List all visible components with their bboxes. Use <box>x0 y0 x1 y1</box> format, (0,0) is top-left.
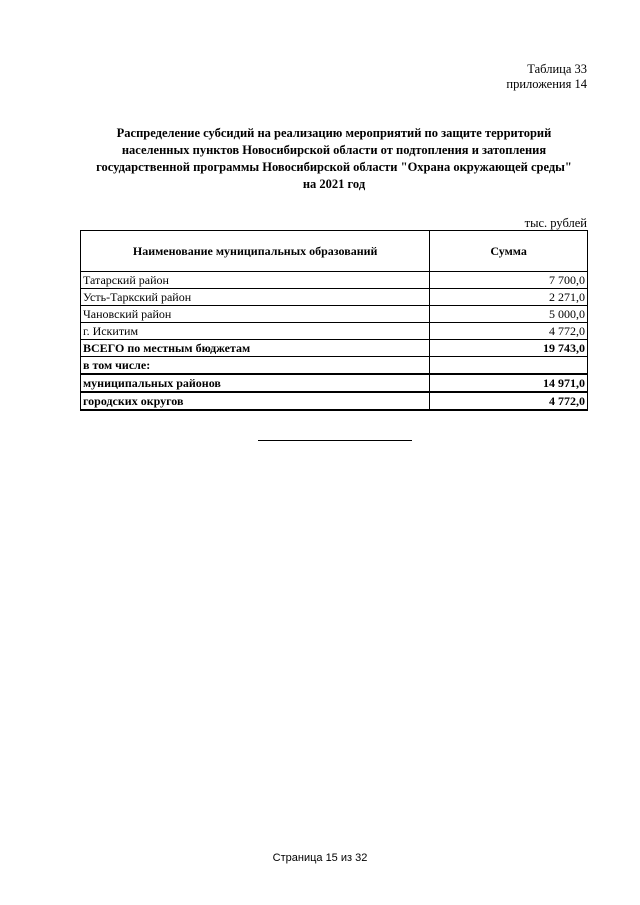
row-name: г. Искитим <box>81 323 430 340</box>
table-number: Таблица 33 <box>527 62 587 76</box>
table-reference <box>506 62 587 92</box>
row-name: Татарский район <box>81 272 430 289</box>
subheading-row <box>81 357 588 375</box>
table-row <box>81 374 588 392</box>
row-sum: 4 772,0 <box>430 392 588 410</box>
row-name: Усть-Таркский район <box>81 289 430 306</box>
title-line: Распределение субсидий на реализацию мероприятий по защите территорий <box>116 126 552 140</box>
units-label: тыс. рублей <box>524 216 587 230</box>
table-row <box>81 289 588 306</box>
row-sum <box>430 357 588 375</box>
row-name: в том числе: <box>81 357 430 375</box>
row-sum: 14 971,0 <box>430 374 588 392</box>
table-row <box>81 272 588 289</box>
row-name: Чановский район <box>81 306 430 323</box>
total-row <box>81 340 588 357</box>
title-line: населенных пунктов Новосибирской области от подтопления и затопления <box>121 143 547 157</box>
row-name: муниципальных районов <box>81 374 430 392</box>
row-sum: 2 271,0 <box>430 289 588 306</box>
row-name: городских округов <box>81 392 430 410</box>
appendix-label: приложения 14 <box>506 77 587 91</box>
column-header-name: Наименование муниципальных образований <box>81 231 430 272</box>
row-sum: 4 772,0 <box>430 323 588 340</box>
table-row <box>81 306 588 323</box>
title-line: государственной программы Новосибирской области "Охрана окружающей среды" <box>96 160 572 174</box>
table-row <box>81 392 588 410</box>
row-sum: 5 000,0 <box>430 306 588 323</box>
separator-line <box>258 440 412 441</box>
table-row <box>81 323 588 340</box>
row-sum: 19 743,0 <box>430 340 588 357</box>
page-number: Страница 15 из 32 <box>272 852 368 864</box>
column-header-sum: Сумма <box>430 231 588 272</box>
document-title <box>80 125 588 193</box>
row-name: ВСЕГО по местным бюджетам <box>81 340 430 357</box>
row-sum: 7 700,0 <box>430 272 588 289</box>
title-line: на 2021 год <box>302 177 366 191</box>
table-header-row <box>81 231 588 272</box>
subsidy-table <box>80 230 588 411</box>
